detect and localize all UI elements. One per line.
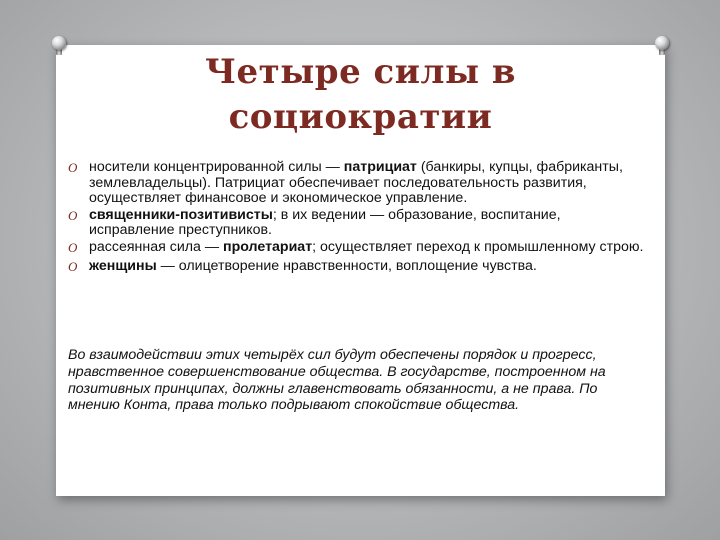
bullet-text: ; осуществляет переход к промышленному строю. (312, 238, 644, 255)
bullet-bold-term: священники-позитивисты (89, 206, 273, 223)
bullet-bold-term: пролетариат (223, 238, 313, 255)
conclusion-paragraph: Во взаимодействии этих четырёх сил будут обеспечены порядок и прогресс, нравственное совершенствование общества. В государстве, построенном на позитивных принципах, должны главенствовать обязанности, а не права. По мнению Конта, права только подрывают спокойствие общества. (68, 347, 606, 414)
bullet-item (68, 208, 648, 239)
bullet-text: (банкиры, купцы, фабриканты, землевладельцы). Патрициат обеспечивает последовательность развития, осуществляет финансовое и экономическое управление. (89, 159, 623, 207)
bullet-marker-icon: O (68, 160, 78, 175)
bullet-text: носители концентрированной силы — (89, 159, 344, 175)
title-line-1: Четыре силы в (204, 52, 516, 92)
bullet-item (68, 240, 648, 256)
bullet-item (68, 259, 648, 275)
bullet-bold-term: женщины (89, 257, 157, 274)
bullet-marker-icon: O (68, 258, 78, 274)
bullet-text: — олицетворение нравственности, воплощение чувства. (156, 257, 537, 274)
bullet-marker-icon: O (68, 239, 78, 255)
slide-title (56, 50, 665, 140)
bullet-text: рассеянная сила — (89, 238, 223, 255)
title-line-2: социократии (228, 97, 493, 137)
bullet-marker-icon: O (68, 207, 78, 223)
bullet-bold-term: патрициат (343, 159, 417, 175)
bullet-list (68, 160, 648, 274)
bullet-text: ; в их ведении — образование, воспитание, исправление преступников. (89, 206, 561, 239)
bullet-item (68, 160, 648, 207)
